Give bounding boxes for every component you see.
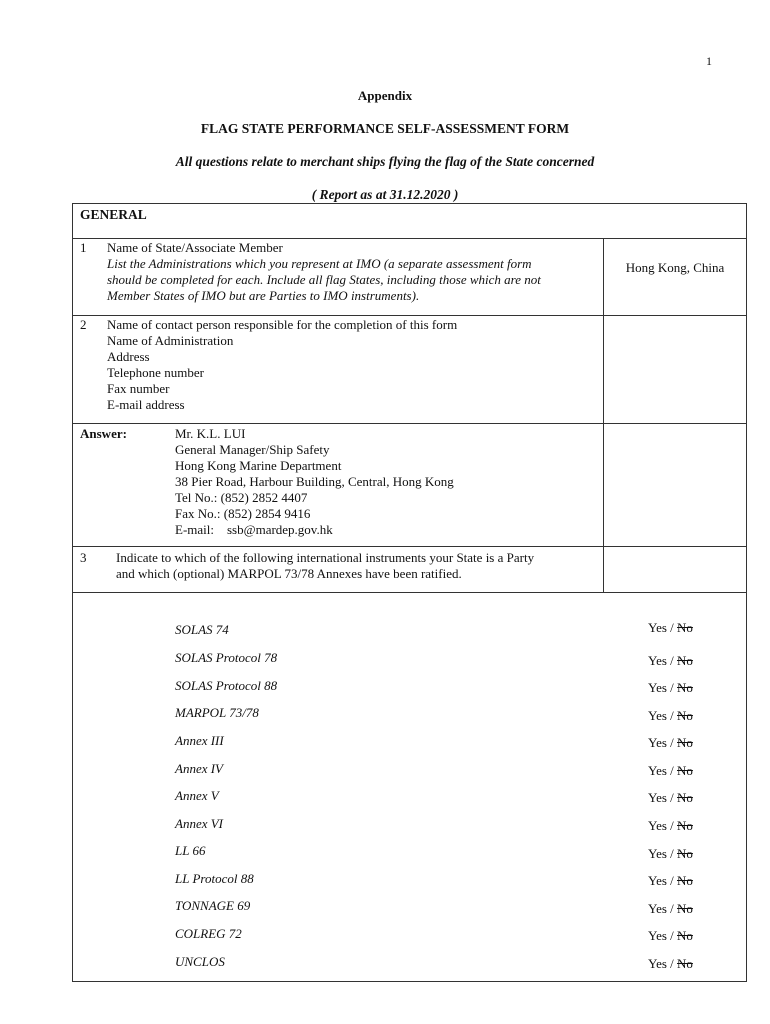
q1-instruction-2: should be completed for each. Include all flag States, including those which are not [107,272,541,287]
answer-label: Answer: [80,426,127,441]
instrument-name: SOLAS Protocol 78 [175,650,278,665]
q3-question-2: and which (optional) MARPOL 73/78 Annexes have been ratified. [116,566,462,581]
q2-line: E-mail address [107,397,185,412]
q1-answer: Hong Kong, China [625,260,725,275]
q1-instruction-1: List the Administrations which you represent at IMO (a separate assessment form [107,256,532,271]
instrument-name: MARPOL 73/78 [175,705,259,720]
instrument-name: UNCLOS [175,954,225,969]
q3-question-1: Indicate to which of the following international instruments your State is a Party [116,550,535,565]
form-subtitle: All questions relate to merchant ships flying the flag of the State concerned [175,154,595,169]
q2-line: Fax number [107,381,170,396]
contact-line: Mr. K.L. LUI [175,426,246,441]
contact-line: Fax No.: (852) 2854 9416 [175,506,311,521]
instrument-answer: Yes / No [648,735,693,750]
q1-number: 1 [80,240,87,255]
appendix-heading: Appendix [357,88,413,103]
contact-line: General Manager/Ship Safety [175,442,330,457]
contact-email: E-mail: ssb@mardep.gov.hk [175,522,333,537]
q2-line: Address [107,349,150,364]
instrument-name: Annex IV [175,761,224,776]
form-title: FLAG STATE PERFORMANCE SELF-ASSESSMENT FORM [200,121,570,136]
instrument-answer: Yes / No [648,680,693,695]
instrument-name: SOLAS 74 [175,622,229,637]
instrument-answer: Yes / No [648,928,693,943]
q3-number: 3 [80,550,87,565]
instrument-answer: Yes / No [648,620,693,635]
instrument-name: Annex III [175,733,224,748]
instrument-answer: Yes / No [648,873,693,888]
instrument-name: Annex V [175,788,219,803]
report-date: ( Report as at 31.12.2020 ) [311,187,459,202]
q1-instruction-3: Member States of IMO but are Parties to IMO instruments). [107,288,420,303]
instrument-answer: Yes / No [648,708,693,723]
instrument-answer: Yes / No [648,956,693,971]
instrument-name: LL Protocol 88 [175,871,254,886]
contact-line: Hong Kong Marine Department [175,458,342,473]
contact-line: 38 Pier Road, Harbour Building, Central, Hong Kong [175,474,454,489]
instrument-name: LL 66 [175,843,206,858]
q2-number: 2 [80,317,87,332]
general-heading: GENERAL [80,207,147,222]
instrument-answer: Yes / No [648,901,693,916]
instrument-answer: Yes / No [648,653,693,668]
instrument-name: Annex VI [175,816,224,831]
instrument-name: TONNAGE 69 [175,898,251,913]
instrument-answer: Yes / No [648,818,693,833]
instrument-answer: Yes / No [648,846,693,861]
q2-line: Name of Administration [107,333,234,348]
instrument-answer: Yes / No [648,763,693,778]
instrument-answer: Yes / No [648,790,693,805]
q2-line: Name of contact person responsible for the completion of this form [107,317,458,332]
q2-line: Telephone number [107,365,204,380]
instrument-name: COLREG 72 [175,926,242,941]
q1-question: Name of State/Associate Member [107,240,283,255]
instrument-name: SOLAS Protocol 88 [175,678,278,693]
page-number: 1 [706,54,712,68]
contact-line: Tel No.: (852) 2852 4407 [175,490,308,505]
